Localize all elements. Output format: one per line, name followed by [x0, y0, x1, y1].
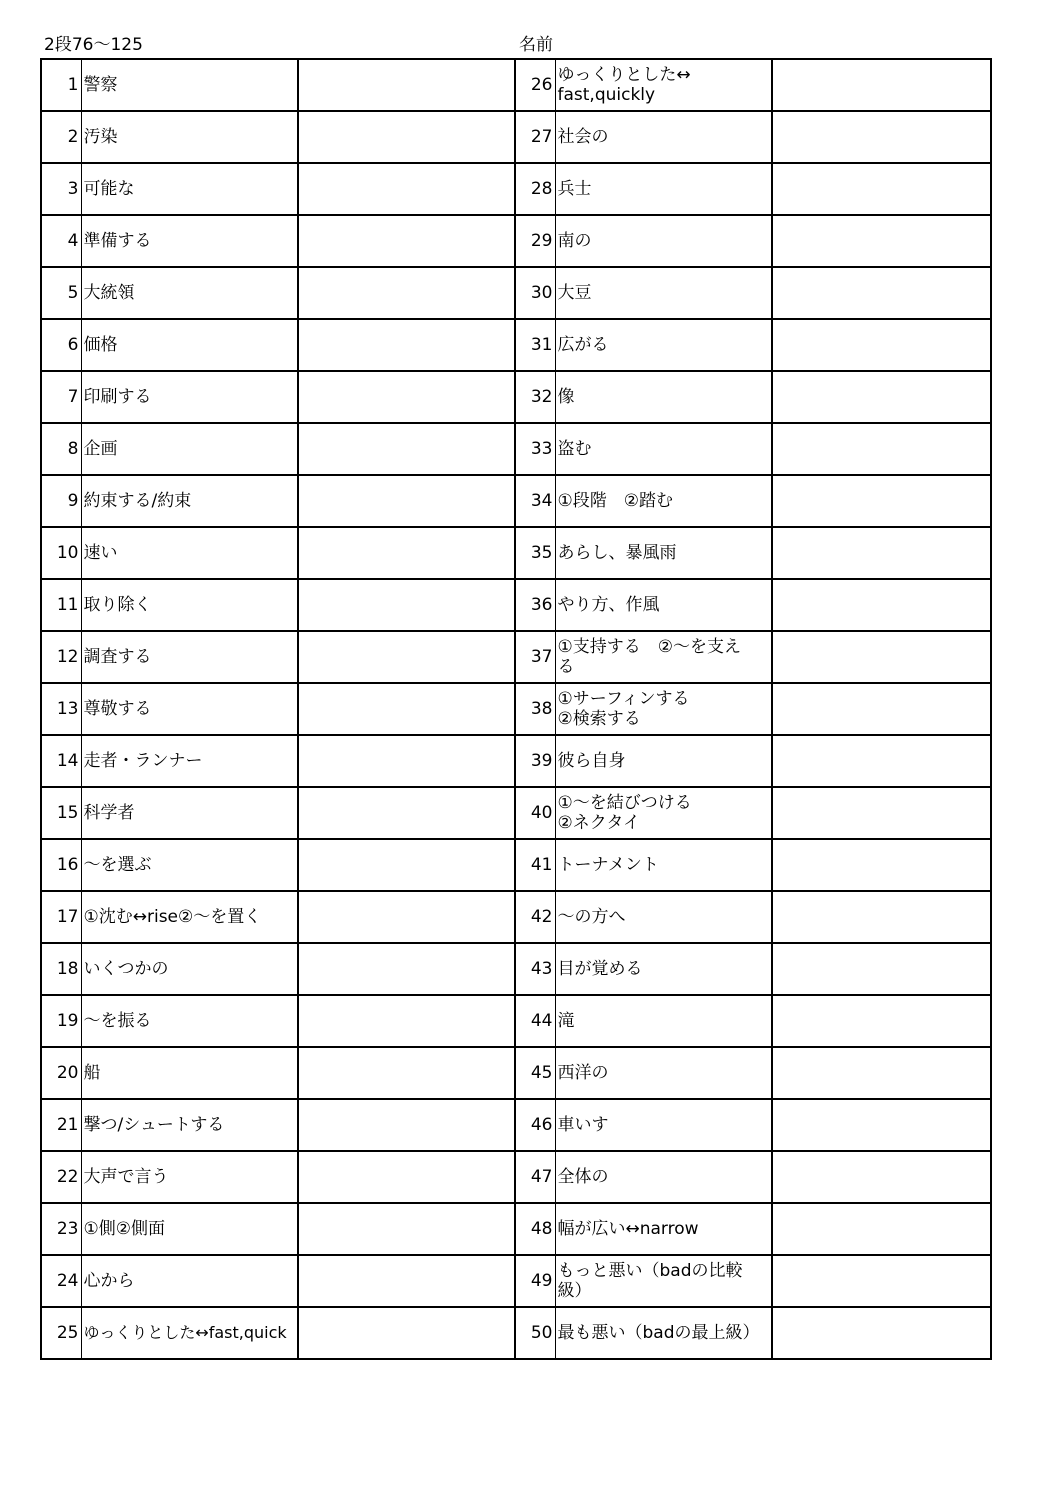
vocab-term-text: 企画 — [83, 439, 118, 459]
item-number — [41, 371, 81, 423]
answer-cell[interactable] — [298, 267, 515, 319]
answer-cell[interactable] — [772, 1255, 991, 1307]
vocab-term-text: 像 — [557, 387, 575, 407]
answer-cell[interactable] — [298, 1307, 515, 1359]
item-number-text: 14 — [56, 751, 79, 771]
item-number — [515, 527, 555, 579]
item-number — [515, 631, 555, 683]
vocab-term-text: 大豆 — [557, 283, 592, 303]
answer-cell[interactable] — [772, 839, 991, 891]
vocab-term-text: 走者・ランナー — [83, 751, 203, 771]
item-number — [41, 735, 81, 787]
vocab-term — [81, 579, 298, 631]
vocab-term-text: 可能な — [83, 179, 135, 199]
table-row — [41, 163, 991, 215]
answer-cell[interactable] — [772, 787, 991, 839]
item-number-text: 40 — [530, 803, 553, 823]
vocab-term-text: 盗む — [557, 439, 592, 459]
item-number-text: 41 — [530, 855, 553, 875]
vocab-term-text: 調査する — [83, 647, 152, 667]
vocab-term-text: いくつかの — [83, 959, 169, 979]
table-row — [41, 59, 991, 111]
answer-cell[interactable] — [298, 1151, 515, 1203]
vocab-term-text: 印刷する — [83, 387, 152, 407]
item-number-text: 19 — [56, 1011, 79, 1031]
table-row — [41, 111, 991, 163]
answer-cell[interactable] — [298, 1255, 515, 1307]
item-number — [41, 683, 81, 735]
item-number — [41, 319, 81, 371]
vocab-term — [81, 423, 298, 475]
vocab-term — [81, 1047, 298, 1099]
answer-cell[interactable] — [298, 735, 515, 787]
vocab-term-text: ゆっくりとした↔ fast,quickly — [557, 65, 691, 105]
vocab-term-text: 広がる — [557, 335, 609, 355]
item-number — [41, 527, 81, 579]
answer-cell[interactable] — [298, 631, 515, 683]
vocab-term-text: 警察 — [83, 75, 118, 95]
item-number-text: 31 — [530, 335, 553, 355]
vocab-term-text: 約束する/約束 — [83, 491, 192, 511]
vocab-term-text: 船 — [83, 1063, 101, 1083]
vocab-term — [81, 1203, 298, 1255]
answer-cell[interactable] — [298, 1047, 515, 1099]
vocab-term — [555, 995, 772, 1047]
answer-cell[interactable] — [772, 1307, 991, 1359]
item-number — [515, 891, 555, 943]
table-row — [41, 1151, 991, 1203]
answer-cell[interactable] — [298, 1099, 515, 1151]
vocab-term — [555, 267, 772, 319]
vocab-term-text: 社会の — [557, 127, 609, 147]
answer-cell[interactable] — [298, 891, 515, 943]
answer-cell[interactable] — [772, 163, 991, 215]
answer-cell[interactable] — [772, 891, 991, 943]
vocab-term — [81, 163, 298, 215]
table-row — [41, 1307, 991, 1359]
vocab-term — [555, 1307, 772, 1359]
vocab-term-text: 心から — [83, 1271, 135, 1291]
item-number — [41, 995, 81, 1047]
item-number-text: 21 — [56, 1115, 79, 1135]
answer-cell[interactable] — [298, 1203, 515, 1255]
vocab-term — [555, 735, 772, 787]
vocab-term — [81, 475, 298, 527]
table-row — [41, 735, 991, 787]
vocab-term-text: 汚染 — [83, 127, 118, 147]
answer-cell[interactable] — [772, 995, 991, 1047]
item-number-text: 49 — [530, 1271, 553, 1291]
item-number — [41, 1203, 81, 1255]
vocab-term-text: 南の — [557, 231, 592, 251]
item-number — [515, 1307, 555, 1359]
item-number — [515, 579, 555, 631]
answer-cell[interactable] — [772, 527, 991, 579]
item-number — [515, 943, 555, 995]
table-row — [41, 371, 991, 423]
item-number-text: 27 — [530, 127, 553, 147]
item-number-text: 28 — [530, 179, 553, 199]
answer-cell[interactable] — [298, 319, 515, 371]
answer-cell[interactable] — [772, 59, 991, 111]
item-number-text: 33 — [530, 439, 553, 459]
table-row — [41, 787, 991, 839]
vocab-term-text: ゆっくりとした↔fast,quick — [83, 1323, 287, 1342]
answer-cell[interactable] — [772, 475, 991, 527]
answer-cell[interactable] — [772, 319, 991, 371]
vocab-term — [555, 787, 772, 839]
vocab-term — [555, 1047, 772, 1099]
item-number — [515, 475, 555, 527]
item-number — [515, 1047, 555, 1099]
item-number-text: 29 — [530, 231, 553, 251]
vocab-term-text: 兵士 — [557, 179, 592, 199]
vocab-term — [81, 1151, 298, 1203]
answer-cell[interactable] — [298, 215, 515, 267]
item-number-text: 3 — [67, 179, 79, 199]
answer-cell[interactable] — [298, 527, 515, 579]
vocab-term-text: ～を選ぶ — [83, 855, 152, 875]
item-number — [41, 267, 81, 319]
vocab-term-text: あらし、暴風雨 — [557, 543, 677, 563]
item-number-text: 44 — [530, 1011, 553, 1031]
item-number — [515, 735, 555, 787]
item-number — [41, 1255, 81, 1307]
vocab-term — [81, 267, 298, 319]
item-number — [515, 423, 555, 475]
vocabulary-table — [40, 58, 992, 1360]
vocab-term — [555, 1255, 772, 1307]
item-number-text: 39 — [530, 751, 553, 771]
item-number-text: 42 — [530, 907, 553, 927]
vocab-term-text: 撃つ/シュートする — [83, 1115, 225, 1135]
name-label: 名前 — [519, 35, 553, 55]
table-row — [41, 839, 991, 891]
vocab-term — [555, 579, 772, 631]
vocab-term — [81, 839, 298, 891]
table-row — [41, 995, 991, 1047]
vocab-term — [555, 371, 772, 423]
vocab-term-text: 大統領 — [83, 283, 135, 303]
item-number-text: 25 — [56, 1323, 79, 1343]
answer-cell[interactable] — [772, 579, 991, 631]
table-row — [41, 891, 991, 943]
item-number — [41, 1307, 81, 1359]
item-number-text: 17 — [56, 907, 79, 927]
table-row — [41, 1255, 991, 1307]
answer-cell[interactable] — [772, 943, 991, 995]
item-number-text: 11 — [56, 595, 79, 615]
table-row — [41, 631, 991, 683]
item-number — [515, 215, 555, 267]
table-row — [41, 319, 991, 371]
item-number — [515, 1099, 555, 1151]
vocab-term-text: 取り除く — [83, 595, 152, 615]
answer-cell[interactable] — [772, 1099, 991, 1151]
vocab-term-text: 彼ら自身 — [557, 751, 626, 771]
vocab-term — [81, 1307, 298, 1359]
table-row — [41, 683, 991, 735]
vocab-term — [81, 683, 298, 735]
answer-cell[interactable] — [298, 423, 515, 475]
vocab-term-text: ～を振る — [83, 1011, 152, 1031]
vocab-term — [555, 631, 772, 683]
item-number — [41, 423, 81, 475]
item-number-text: 2 — [67, 127, 79, 147]
answer-cell[interactable] — [298, 839, 515, 891]
vocab-term-text: 全体の — [557, 1167, 609, 1187]
item-number — [41, 787, 81, 839]
vocab-term — [81, 891, 298, 943]
item-number — [41, 215, 81, 267]
table-row — [41, 475, 991, 527]
item-number-text: 38 — [530, 699, 553, 719]
table-row — [41, 423, 991, 475]
item-number-text: 46 — [530, 1115, 553, 1135]
item-number — [41, 839, 81, 891]
item-number-text: 4 — [67, 231, 79, 251]
item-number — [41, 59, 81, 111]
vocab-term-text: ①支持する ②～を支え る — [557, 637, 741, 677]
item-number — [41, 891, 81, 943]
item-number — [41, 475, 81, 527]
vocab-term — [555, 111, 772, 163]
vocab-term — [555, 683, 772, 735]
vocab-term — [555, 1099, 772, 1151]
vocab-term-text: ①側②側面 — [83, 1219, 165, 1239]
item-number — [515, 787, 555, 839]
answer-cell[interactable] — [772, 371, 991, 423]
vocab-term — [81, 631, 298, 683]
item-number — [515, 371, 555, 423]
vocab-term-text: 滝 — [557, 1011, 575, 1031]
answer-cell[interactable] — [298, 111, 515, 163]
item-number-text: 16 — [56, 855, 79, 875]
vocab-term — [81, 111, 298, 163]
item-number-text: 1 — [67, 75, 79, 95]
item-number-text: 37 — [530, 647, 553, 667]
table-row — [41, 1047, 991, 1099]
item-number-text: 6 — [67, 335, 79, 355]
vocab-term — [555, 1151, 772, 1203]
item-number-text: 34 — [530, 491, 553, 511]
item-number — [41, 111, 81, 163]
vocab-term-text: 速い — [83, 543, 118, 563]
table-row — [41, 527, 991, 579]
item-number — [41, 1099, 81, 1151]
item-number-text: 10 — [56, 543, 79, 563]
item-number-text: 47 — [530, 1167, 553, 1187]
table-row — [41, 579, 991, 631]
vocab-term — [81, 1255, 298, 1307]
vocab-term-text: 目が覚める — [557, 959, 643, 979]
vocab-term-text: 最も悪い（badの最上級） — [557, 1323, 760, 1343]
item-number-text: 12 — [56, 647, 79, 667]
item-number — [515, 1203, 555, 1255]
vocab-term-text: ①段階 ②踏む — [557, 491, 673, 511]
answer-cell[interactable] — [298, 995, 515, 1047]
vocab-term — [555, 475, 772, 527]
vocab-term-text: 西洋の — [557, 1063, 609, 1083]
answer-cell[interactable] — [298, 943, 515, 995]
answer-cell[interactable] — [298, 163, 515, 215]
item-number — [41, 631, 81, 683]
item-number-text: 32 — [530, 387, 553, 407]
item-number — [515, 267, 555, 319]
vocab-term-text: 科学者 — [83, 803, 135, 823]
vocab-term-text: 準備する — [83, 231, 152, 251]
vocab-term-text: 価格 — [83, 335, 118, 355]
item-number — [515, 163, 555, 215]
table-row — [41, 943, 991, 995]
answer-cell[interactable] — [772, 111, 991, 163]
item-number — [41, 163, 81, 215]
vocab-term-text: ①沈む↔rise②～を置く — [83, 907, 262, 927]
item-number — [515, 1255, 555, 1307]
table-row — [41, 1099, 991, 1151]
table-row — [41, 1203, 991, 1255]
item-number — [41, 943, 81, 995]
item-number — [41, 579, 81, 631]
vocab-term — [81, 1099, 298, 1151]
vocab-term — [81, 215, 298, 267]
item-number-text: 13 — [56, 699, 79, 719]
vocab-term — [81, 371, 298, 423]
vocab-term — [555, 319, 772, 371]
answer-cell[interactable] — [772, 1151, 991, 1203]
item-number-text: 5 — [67, 283, 79, 303]
vocab-term — [555, 839, 772, 891]
item-number — [41, 1151, 81, 1203]
item-number-text: 9 — [67, 491, 79, 511]
vocab-term — [81, 59, 298, 111]
item-number-text: 50 — [530, 1323, 553, 1343]
item-number-text: 30 — [530, 283, 553, 303]
vocab-term-text: ①～を結びつける ②ネクタイ — [557, 793, 692, 833]
item-number-text: 36 — [530, 595, 553, 615]
answer-cell[interactable] — [772, 423, 991, 475]
item-number-text: 15 — [56, 803, 79, 823]
item-number — [41, 1047, 81, 1099]
vocab-term — [555, 59, 772, 111]
answer-cell[interactable] — [772, 1047, 991, 1099]
vocab-term-text: ～の方へ — [557, 907, 626, 927]
vocab-term — [555, 891, 772, 943]
item-number-text: 24 — [56, 1271, 79, 1291]
item-number-text: 7 — [67, 387, 79, 407]
answer-cell[interactable] — [772, 631, 991, 683]
answer-cell[interactable] — [772, 1203, 991, 1255]
vocab-term — [81, 319, 298, 371]
item-number — [515, 59, 555, 111]
answer-cell[interactable] — [298, 59, 515, 111]
item-number-text: 45 — [530, 1063, 553, 1083]
sheet-title: 2段76～125 — [44, 35, 143, 55]
item-number — [515, 1151, 555, 1203]
answer-cell[interactable] — [298, 371, 515, 423]
item-number-text: 35 — [530, 543, 553, 563]
answer-cell[interactable] — [298, 787, 515, 839]
vocab-term — [555, 1203, 772, 1255]
vocab-term — [81, 995, 298, 1047]
vocab-term — [81, 735, 298, 787]
item-number-text: 23 — [56, 1219, 79, 1239]
answer-cell[interactable] — [772, 683, 991, 735]
vocab-term-text: やり方、作風 — [557, 595, 660, 615]
item-number — [515, 995, 555, 1047]
item-number-text: 43 — [530, 959, 553, 979]
item-number-text: 22 — [56, 1167, 79, 1187]
vocab-term-text: 幅が広い↔narrow — [557, 1219, 699, 1239]
item-number — [515, 839, 555, 891]
item-number-text: 18 — [56, 959, 79, 979]
vocab-term — [81, 943, 298, 995]
vocab-term — [555, 527, 772, 579]
item-number-text: 26 — [530, 75, 553, 95]
vocab-term — [555, 943, 772, 995]
table-row — [41, 215, 991, 267]
vocab-term-text: ①サーフィンする ②検索する — [557, 689, 690, 729]
vocab-term — [555, 163, 772, 215]
answer-cell[interactable] — [298, 683, 515, 735]
answer-cell[interactable] — [772, 735, 991, 787]
vocab-term-text: 大声で言う — [83, 1167, 169, 1187]
vocab-term — [555, 423, 772, 475]
vocab-term-text: もっと悪い（badの比較 級） — [557, 1261, 743, 1301]
vocab-term-text: 尊敬する — [83, 699, 152, 719]
item-number — [515, 319, 555, 371]
table-row — [41, 267, 991, 319]
answer-cell[interactable] — [298, 579, 515, 631]
item-number — [515, 111, 555, 163]
answer-cell[interactable] — [772, 267, 991, 319]
item-number-text: 48 — [530, 1219, 553, 1239]
vocab-term — [81, 527, 298, 579]
answer-cell[interactable] — [772, 215, 991, 267]
item-number-text: 8 — [67, 439, 79, 459]
item-number-text: 20 — [56, 1063, 79, 1083]
answer-cell[interactable] — [298, 475, 515, 527]
vocab-term — [81, 787, 298, 839]
vocab-term-text: 車いす — [557, 1115, 609, 1135]
vocab-term — [555, 215, 772, 267]
vocab-term-text: トーナメント — [557, 855, 659, 875]
item-number — [515, 683, 555, 735]
